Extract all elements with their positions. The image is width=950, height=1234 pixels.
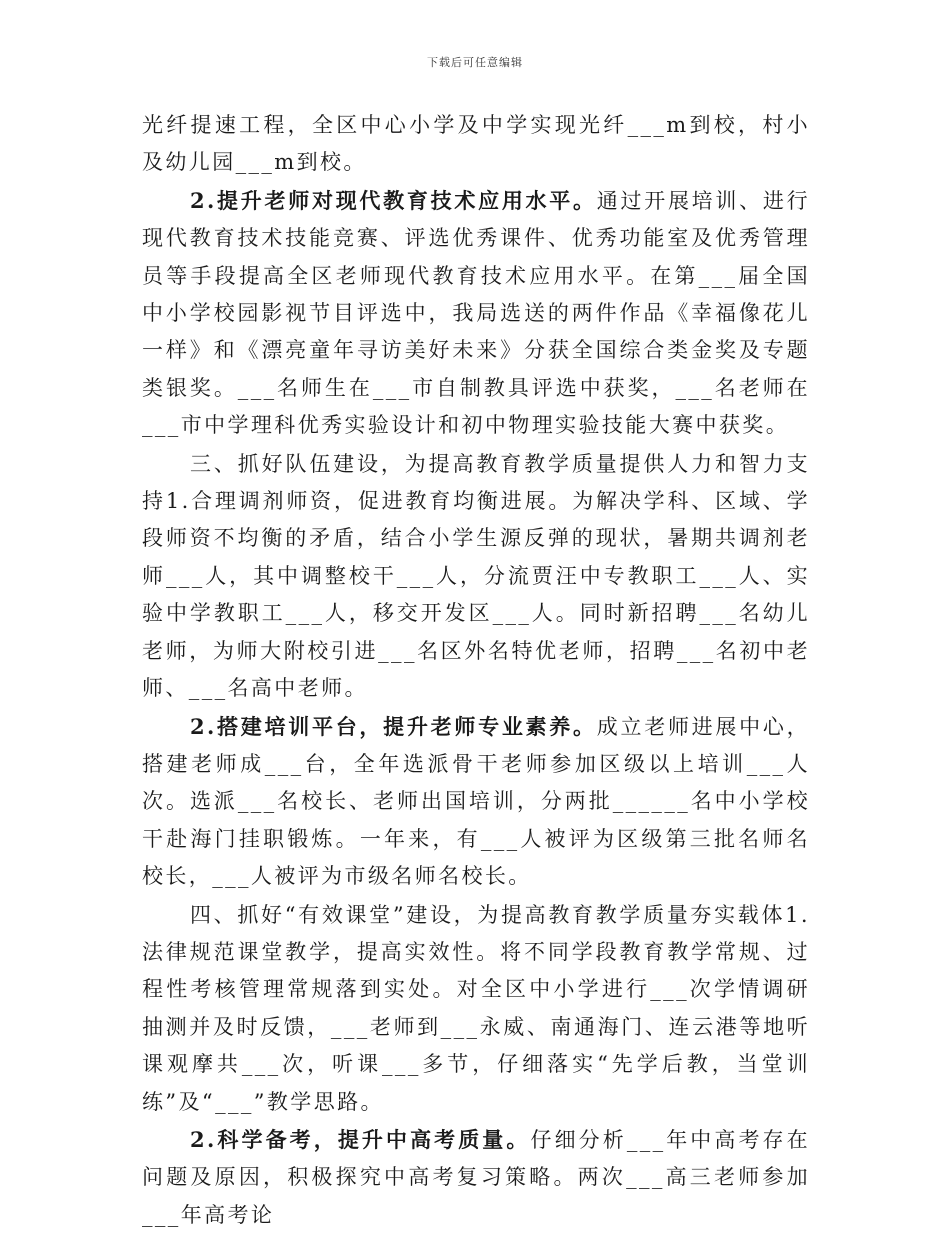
paragraph-4-heading: 2.搭建培训平台，提升老师专业素养。: [190, 713, 597, 739]
paragraph-4-text: 成立老师进展中心，搭建老师成___台，全年选派骨干老师参加区级以上培训___人次。选派___名校长、老师出国培训，分两批______名中小学校干赴海门挂职锻炼。一年来，有___人被评为区级第三批名师名校长，___人被评为市级名师名校长。: [142, 714, 810, 889]
paragraph-5: [142, 896, 810, 1121]
paragraph-3-text: 三、抓好队伍建设，为提高教育教学质量提供人力和智力支持1.合理调剂师资，促进教育均衡进展。为解决学科、区域、学段师资不均衡的矛盾，结合小学生源反弹的现状，暑期共调剂老师___人，其中调整校干___人，分流贾汪中专教职工___人、实验中学教职工___人，移交开发区___人。同时新招聘___名幼儿老师，为师大附校引进___名区外名特优老师，招聘___名初中老师、___名高中老师。: [142, 451, 810, 701]
paragraph-1: [142, 106, 810, 182]
paragraph-2-text: 通过开展培训、进行现代教育技术技能竞赛、评选优秀课件、优秀功能室及优秀管理员等手段提高全区老师现代教育技术应用水平。在第___届全国中小学校园影视节目评选中，我局选送的两件作品《幸福像花儿一样》和《漂亮童年寻访美好未来》分获全国综合类金奖及专题类银奖。___名师生在___市自制教具评选中获奖，___名老师在___市中学理科优秀实验设计和初中物理实验技能大赛中获奖。: [142, 188, 810, 438]
document-body: [142, 106, 810, 1234]
paragraph-6: [142, 1121, 810, 1234]
paragraph-2-heading: 2.提升老师对现代教育技术应用水平。: [190, 187, 597, 213]
paragraph-6-heading: 2.科学备考，提升中高考质量。: [190, 1126, 531, 1152]
page-header: 下载后可任意编辑: [427, 56, 523, 69]
paragraph-6-text: 仔细分析___年中高考存在问题及原因，积极探究中高考复习策略。两次___高三老师参加___年高考论: [142, 1127, 811, 1227]
paragraph-2: [142, 182, 810, 445]
paragraph-1-text: 光纤提速工程，全区中心小学及中学实现光纤___m到校，村小及幼儿园___m到校。: [142, 113, 810, 175]
paragraph-4: [142, 708, 810, 896]
paragraph-3: [142, 445, 810, 708]
paragraph-5-text: 四、抓好“有效课堂”建设，为提高教育教学质量夯实载体1.法律规范课堂教学，提高实效性。将不同学段教育教学常规、过程性考核管理常规落到实处。对全区中小学进行___次学情调研抽测并及时反馈，___老师到___永威、南通海门、连云港等地听课观摩共___次，听课___多节，仔细落实“先学后教，当堂训练”及“___”教学思路。: [142, 902, 810, 1114]
